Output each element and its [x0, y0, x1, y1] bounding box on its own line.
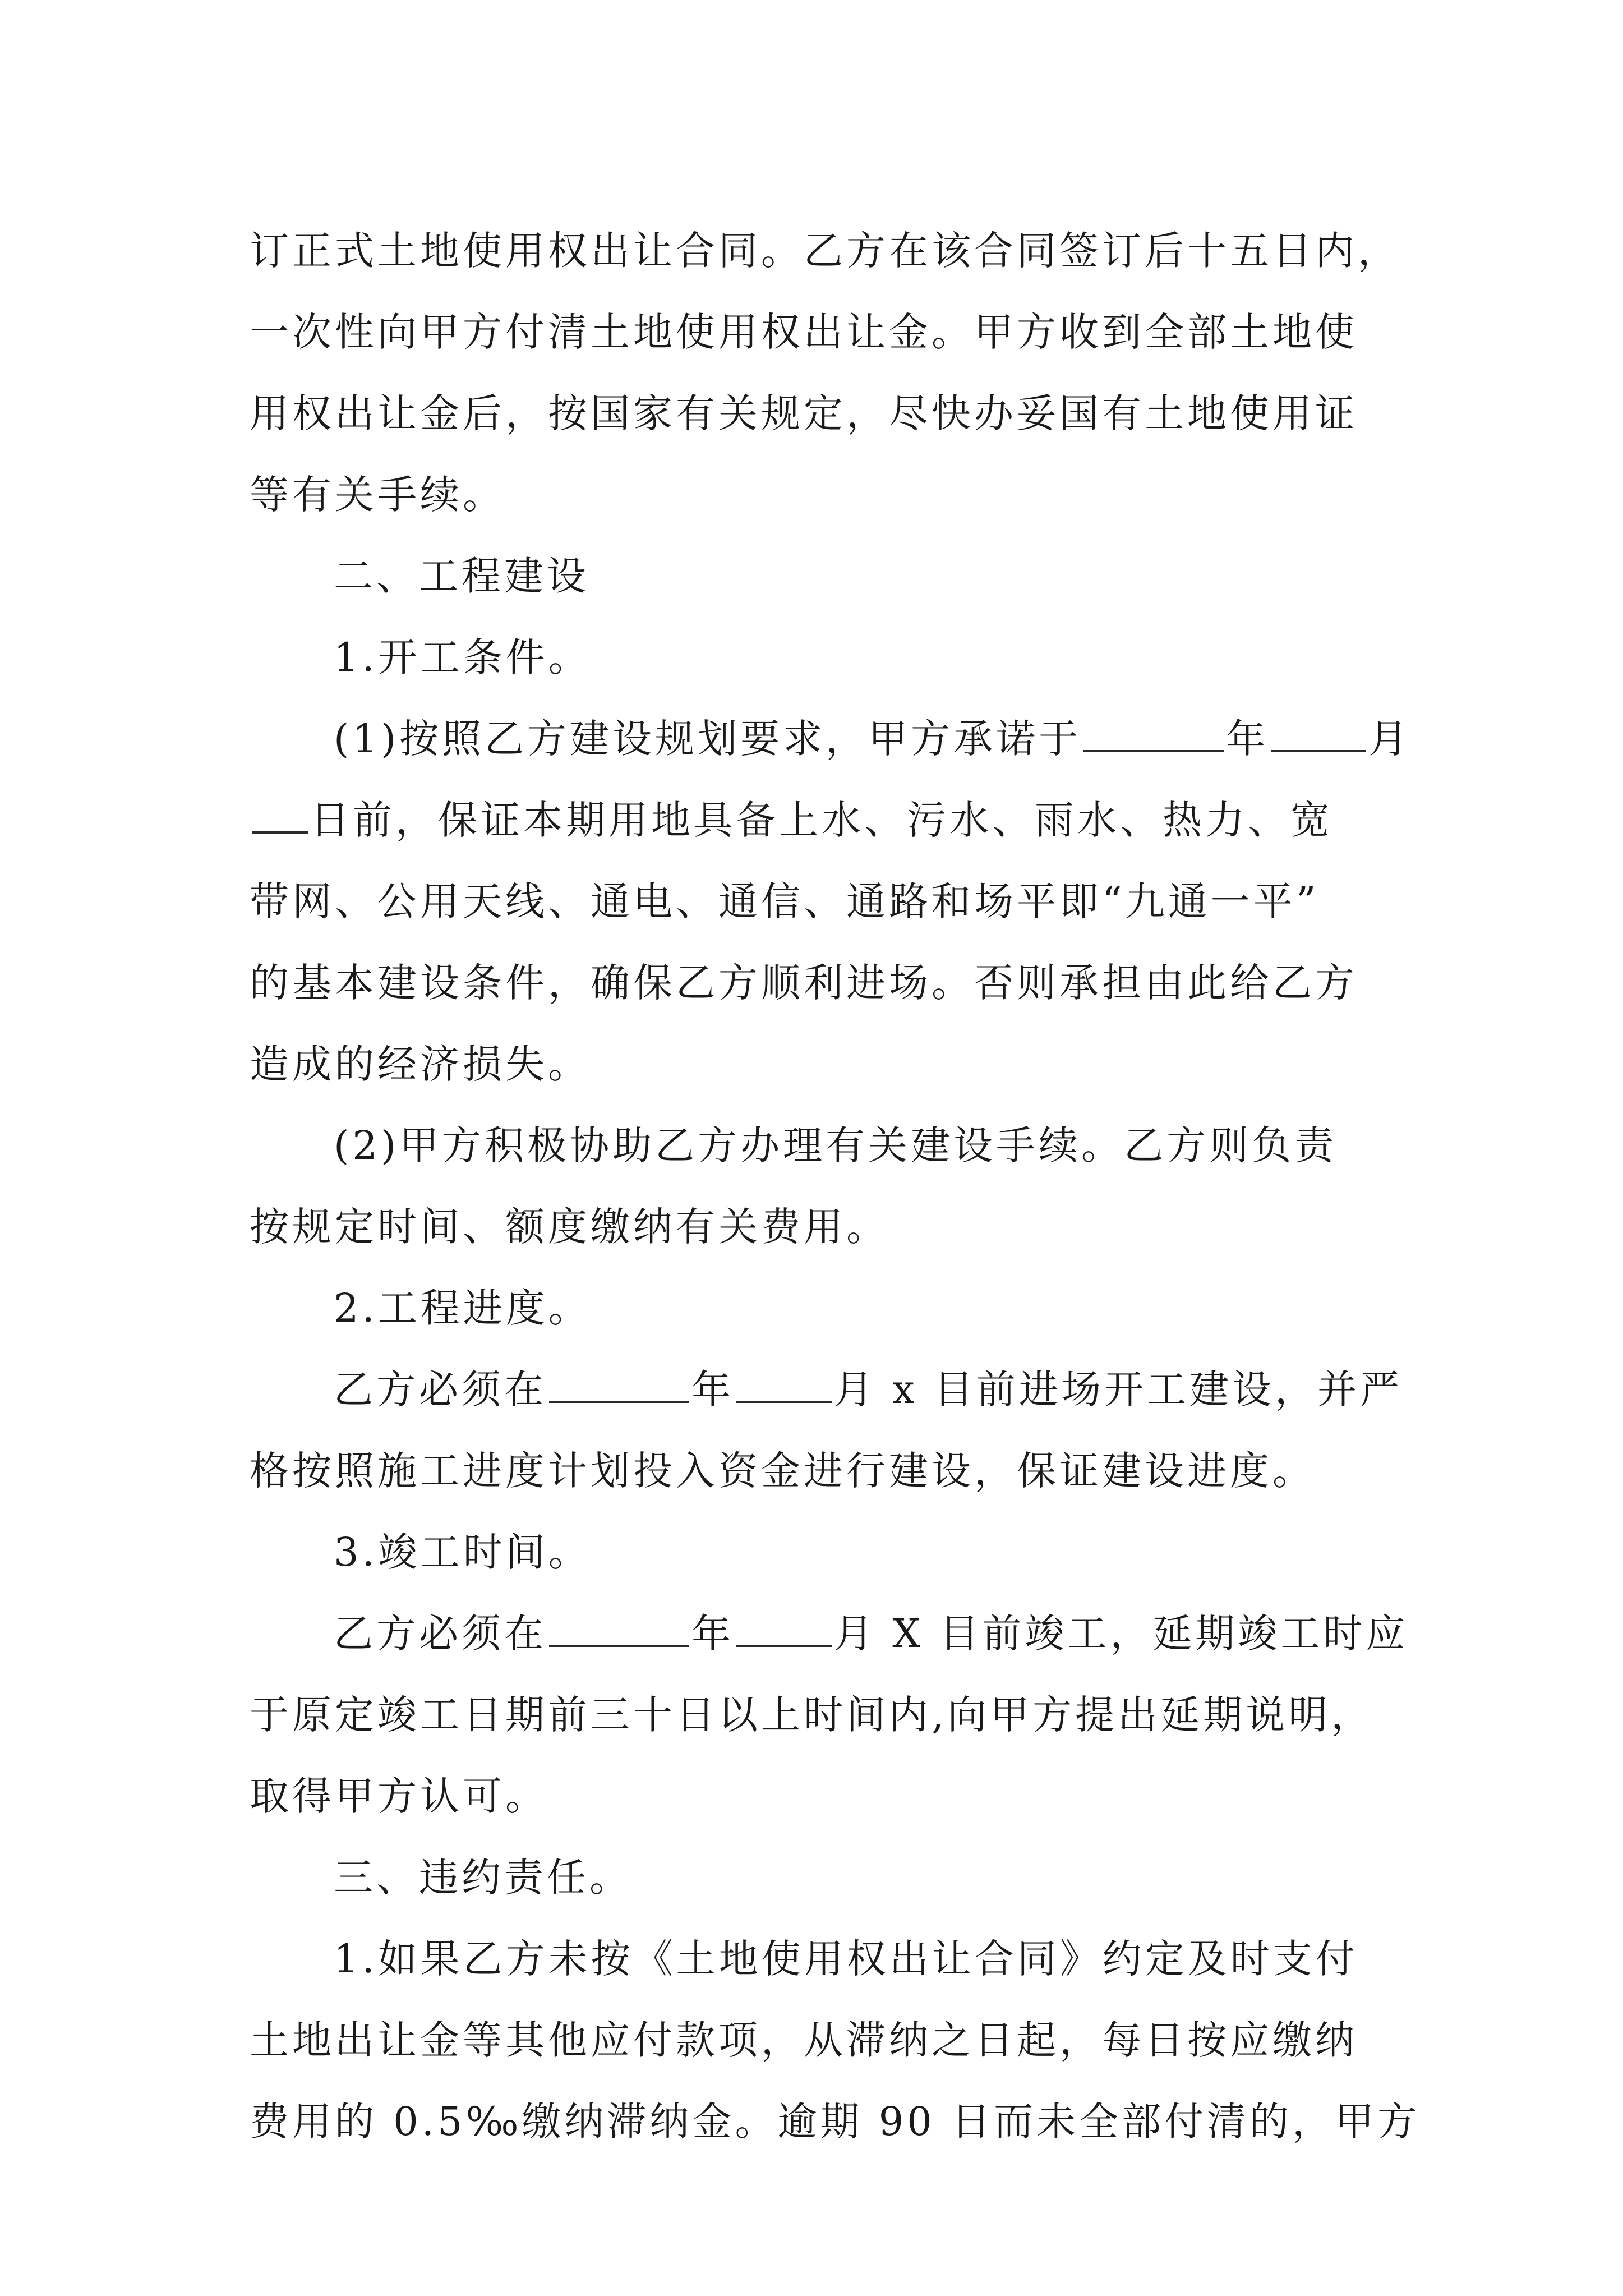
paragraph-line: 1.如果乙方未按《土地使用权出让合同》约定及时支付	[334, 1936, 1358, 1982]
paragraph-line: 带网、公用天线、通电、通信、通路和场平即“九通一平”	[250, 878, 1320, 924]
blank-field-month	[736, 1613, 832, 1647]
paragraph-line	[250, 1349, 1433, 1430]
section-heading: 三、违约责任。	[334, 1855, 632, 1901]
document-body	[250, 210, 1433, 2162]
paragraph-line: 订正式土地使用权出让合同。乙方在该合同签订后十五日内，	[250, 228, 1400, 274]
paragraph-line: 按规定时间、额度缴纳有关费用。	[250, 1204, 889, 1250]
subsection-heading: 2.工程进度。	[334, 1285, 591, 1331]
line-text: 日前，保证本期用地具备上水、污水、雨水、热力、宽	[310, 797, 1333, 843]
paragraph-line	[250, 780, 1433, 861]
paragraph-line: 费用的 0.5‰缴纳滞纳金。逾期 90 日而未全部付清的，甲方	[250, 2099, 1421, 2145]
paragraph-line: (2)甲方积极协助乙方办理有关建设手续。乙方则负责	[334, 1122, 1338, 1168]
paragraph-line	[250, 698, 1433, 780]
line-text: 月 x 目前进场开工建设，并严	[834, 1366, 1403, 1412]
paragraph-line: 一次性向甲方付清土地使用权出让金。甲方收到全部土地使	[250, 309, 1358, 355]
line-text: 乙方必须在	[334, 1611, 547, 1657]
subsection-heading: 3.竣工时间。	[334, 1529, 591, 1575]
subsection-heading: 1.开工条件。	[334, 634, 591, 680]
paragraph-line: 土地出让金等其他应付款项，从滞纳之日起，每日按应缴纳	[250, 2017, 1358, 2063]
blank-field-year	[1083, 719, 1224, 752]
blank-field-year	[549, 1613, 689, 1647]
paragraph-line: 用权出让金后，按国家有关规定，尽快办妥国有土地使用证	[250, 390, 1358, 436]
line-text: 年	[1226, 716, 1269, 762]
paragraph-line: 造成的经济损失。	[250, 1041, 591, 1087]
line-text: (1)按照乙方建设规划要求，甲方承诺于	[334, 716, 1082, 762]
line-text: 乙方必须在	[334, 1366, 547, 1412]
blank-field-year	[549, 1369, 689, 1403]
paragraph-line: 等有关手续。	[250, 472, 505, 518]
paragraph-line: 的基本建设条件，确保乙方顺利进场。否则承担由此给乙方	[250, 960, 1358, 1006]
paragraph-line: 格按照施工进度计划投入资金进行建设，保证建设进度。	[250, 1448, 1315, 1494]
blank-field-month	[736, 1369, 832, 1403]
paragraph-line: 取得甲方认可。	[250, 1773, 548, 1819]
paragraph-line: 于原定竣工日期前三十日以上时间内,向甲方提出延期说明，	[250, 1692, 1374, 1738]
section-heading: 二、工程建设	[334, 553, 589, 599]
blank-field-day	[252, 800, 308, 834]
line-text: 年	[691, 1366, 734, 1412]
blank-field-month	[1271, 719, 1366, 752]
line-text: 年	[691, 1611, 734, 1657]
paragraph-line	[250, 1593, 1433, 1674]
line-text: 月 X 目前竣工，延期竣工时应	[834, 1611, 1409, 1657]
line-text: 月	[1368, 716, 1412, 762]
